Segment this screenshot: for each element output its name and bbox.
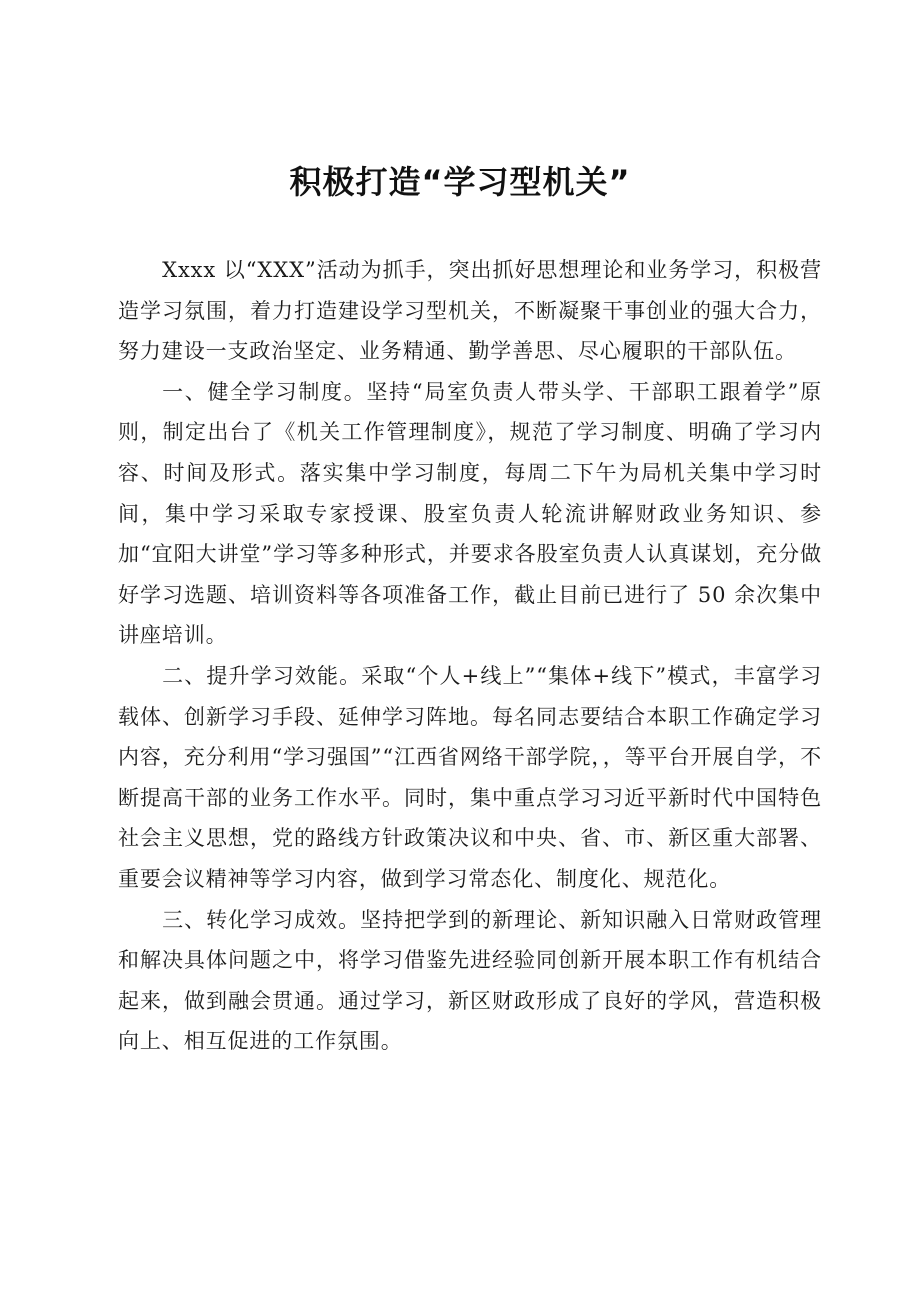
section-one-paragraph: 一、健全学习制度。坚持“局室负责人带头学、干部职工跟着学”原则，制定出台了《机关工作管理制度》，规范了学习制度、明确了学习内容、时间及形式。落实集中学习制度，每周二下午为局机关集中学习时间，集中学习采取专家授课、股室负责人轮流讲解财政业务知识、参加“宜阳大讲堂”学习等多种形式，并要求各股室负责人认真谋划，充分做好学习选题、培训资料等各项准备工作，截止目前已进行了 50 余次集中讲座培训。 — [118, 379, 822, 648]
intro-paragraph: Xxxx 以“XXX”活动为抓手，突出抓好思想理论和业务学习，积极营造学习氛围，着力打造建设学习型机关，不断凝聚干事创业的强大合力，努力建设一支政治坚定、业务精通、勤学善思、尽心履职的干部队伍。 — [118, 258, 822, 364]
document-title: 积极打造“学习型机关” — [289, 163, 631, 201]
document-body — [118, 250, 822, 1062]
section-two-paragraph: 二、提升学习效能。采取“个人+线上”“集体+线下”模式，丰富学习载体、创新学习手段、延伸学习阵地。每名同志要结合本职工作确定学习内容，充分利用“学习强国”“江西省网络干部学院，，等平台开展自学，不断提高干部的业务工作水平。同时，集中重点学习习近平新时代中国特色社会主义思想，党的路线方针政策决议和中央、省、市、新区重大部署、重要会议精神等学习内容，做到学习常态化、制度化、规范化。 — [118, 663, 822, 891]
section-three-paragraph: 三、转化学习成效。坚持把学到的新理论、新知识融入日常财政管理和解决具体问题之中，将学习借鉴先进经验同创新开展本职工作有机结合起来，做到融会贯通。通过学习，新区财政形成了良好的学风，营造积极向上、相互促进的工作氛围。 — [118, 907, 822, 1054]
